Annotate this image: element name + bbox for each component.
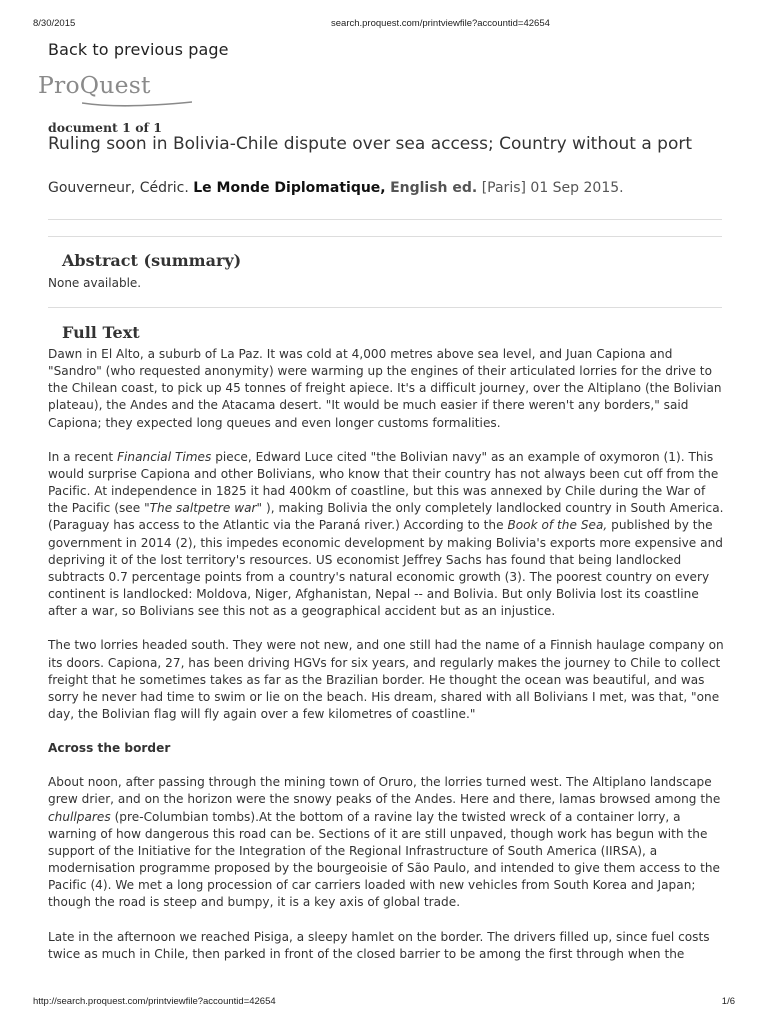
paragraph: Late in the afternoon we reached Pisiga, a sleepy hamlet on the border. The drivers filled up, since fuel costs twice as much in Chile, then parked in front of the closed barrier to be among the first through when the [48, 929, 710, 961]
citation-edition: English ed. [390, 180, 478, 196]
logo-text: ProQuest [38, 71, 151, 99]
citation-author: Gouverneur, Cédric. [48, 180, 189, 196]
print-date: 8/30/2015 [33, 18, 76, 29]
text-run: piece, Edward Luce cited "the Bolivian navy" as an example of oxymoron (1). This would surprise Capiona and other Bolivians, who know that their country has not always been cut off from the Pacific. At independence in 1825 it had 400km of coastline, but this was annexed by Chile during the War of the Pacific (see [48, 449, 719, 516]
abstract-heading: Abstract (summary) [62, 251, 242, 270]
paragraph [48, 449, 728, 621]
fulltext-body [48, 346, 728, 980]
print-header [33, 18, 735, 30]
divider [48, 236, 722, 237]
paragraph: Dawn in El Alto, a suburb of La Paz. It was cold at 4,000 metres above sea level, and Juan Capiona and "Sandro" (who requested anonymity) were warming up the engines of their articulated lorries for the drive to the Chilean coast, to pick up 45 tonnes of freight apiece. It's a difficult journey, over the Altiplano (the Bolivian plateau), the Andes and the Atacama desert. "It would be much easier if there weren't any borders," said Capiona; they expected long queues and even longer customs formalities. [48, 347, 722, 430]
document-count: document 1 of 1 [48, 120, 162, 135]
print-header-url: search.proquest.com/printviewfile?accountid=42654 [331, 18, 550, 29]
italic-ref: "The saltpetre war" [144, 501, 263, 516]
citation-publication: Le Monde Diplomatique, [193, 180, 386, 196]
back-to-previous-page-link[interactable]: Back to previous page [48, 40, 229, 59]
proquest-logo [38, 71, 151, 99]
italic-ref: Book of the Sea, [507, 518, 608, 533]
italic-term: chullpares [48, 809, 111, 824]
text-run: About noon, after passing through the mining town of Oruro, the lorries turned west. The Altiplano landscape grew drier, and on the horizon were the snowy peaks of the Andes. Here and there, lamas browsed among the [48, 775, 721, 807]
print-footer [33, 996, 735, 1008]
text-run: (pre-Columbian tombs).At the bottom of a ravine lay the twisted wreck of a container lorry, a warning of how dangerous this road can be. Sections of it are still unpaved, though work has begun with the support of the Initiative for the Integration of the Regional Infrastructure of South America (IIRSA), a modernisation programme proposed by the bourgeoisie of São Paulo, and intended to give them access to the Pacific (4). We met a long procession of car carriers loaded with new vehicles from South Korea and Japan; though the road is steep and bumpy, it is a key axis of global trade. [48, 809, 720, 910]
italic-ref: Financial Times [117, 449, 212, 464]
text-run: ), making Bolivia the only completely landlocked country in South America. (Paraguay has access to the Atlantic via the Paraná river.) According to the [48, 501, 724, 533]
print-footer-url: http://search.proquest.com/printviewfile?accountid=42654 [33, 996, 276, 1007]
divider [48, 307, 722, 308]
text-run: In a recent [48, 449, 118, 464]
fulltext-heading: Full Text [62, 323, 140, 342]
subheading-across-the-border: Across the border [48, 741, 171, 756]
document-title: Ruling soon in Bolivia-Chile dispute over sea access; Country without a port [48, 134, 693, 154]
divider [48, 219, 722, 220]
logo-swoosh-icon [82, 100, 192, 110]
citation-place-date: [Paris] 01 Sep 2015. [481, 180, 624, 196]
paragraph [48, 774, 728, 911]
paragraph: The two lorries headed south. They were not new, and one still had the name of a Finnish haulage company on its doors. Capiona, 27, has been driving HGVs for six years, and regularly makes the journey to Chile to collect freight that he sometimes takes as far as the Brazilian border. He thought the ocean was beautiful, and was sorry he never had time to swim or lie on the beach. His dream, shared with all Bolivians I met, was that, "one day, the Bolivian flag will fly again over a few kilometres of coastline." [48, 638, 724, 721]
abstract-text: None available. [48, 276, 142, 290]
page-number: 1/6 [721, 996, 735, 1007]
text-run: published by the government in 2014 (2), this impedes economic development by making Bolivia's exports more expensive and depriving it of the lost territory's resources. US economist Jeffrey Sachs has found that being landlocked subtracts 0.7 percentage points from a country's natural economic growth (3). The poorest country on every continent is landlocked: Moldova, Niger, Afghanistan, Nepal -- and Bolivia. But only Bolivia lost its coastline after a war, so Bolivians see this not as a geographical accident but as an injustice. [48, 518, 723, 619]
citation [48, 180, 738, 196]
